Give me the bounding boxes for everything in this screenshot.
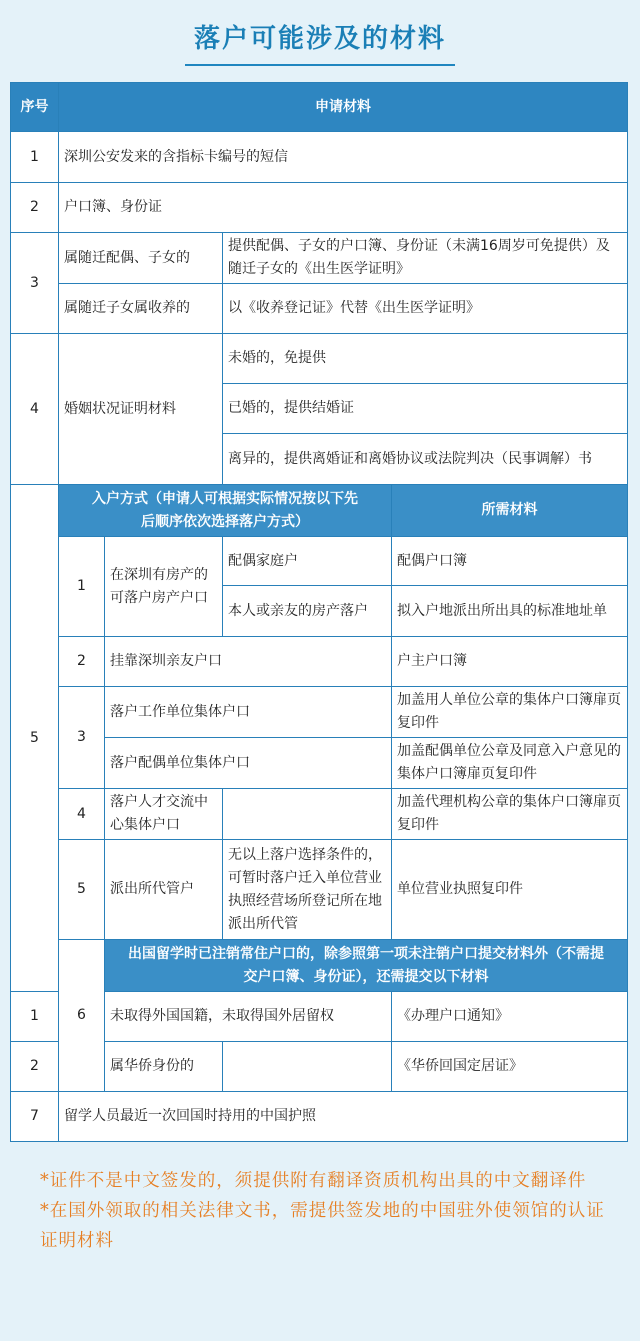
sub-number: 4	[59, 789, 105, 840]
table-row	[11, 1092, 628, 1142]
row-text: 留学人员最近一次回国时持用的中国护照	[59, 1092, 628, 1142]
row-text: 以《收养登记证》代替《出生医学证明》	[223, 284, 628, 334]
row-number: 1	[11, 132, 59, 183]
sub-label: 落户工作单位集体户口	[105, 687, 392, 738]
row-text: 未婚的，免提供	[223, 334, 628, 384]
sub-number: 2	[59, 637, 105, 687]
table-header-row	[11, 83, 628, 132]
table-row	[11, 537, 628, 586]
sub-condition: 无以上落户选择条件的，可暂时落户迁入单位营业执照经营场所登记所在地派出所代管	[223, 840, 392, 940]
table-row	[11, 637, 628, 687]
sub-material: 单位营业执照复印件	[392, 840, 628, 940]
row-number: 4	[11, 334, 59, 485]
sub-method: 配偶家庭户	[223, 537, 392, 586]
sub-label: 落户配偶单位集体户口	[105, 738, 392, 789]
table-row	[11, 183, 628, 233]
row-number: 2	[11, 183, 59, 233]
table-row	[11, 840, 628, 940]
table-row	[11, 334, 628, 384]
row-text: 离异的，提供离婚证和离婚协议或法院判决（民事调解）书	[223, 434, 628, 485]
method-header: 入户方式（申请人可根据实际情况按以下先后顺序依次选择落户方式）	[59, 485, 392, 537]
sub-number: 2	[11, 1042, 59, 1092]
sub-number: 3	[59, 687, 105, 789]
footnotes	[40, 1166, 620, 1256]
row-number: 3	[11, 233, 59, 334]
sub-number: 1	[59, 537, 105, 637]
sub-method: 本人或亲友的房产落户	[223, 586, 392, 637]
sub-number: 5	[59, 840, 105, 940]
row-text: 户口簿、身份证	[59, 183, 628, 233]
table-row	[11, 284, 628, 334]
sub-label: 挂靠深圳亲友户口	[105, 637, 392, 687]
empty-cell	[223, 789, 392, 840]
sub-label: 派出所代管户	[105, 840, 223, 940]
sub-material: 《华侨回国定居证》	[392, 1042, 628, 1092]
table-row	[11, 789, 628, 840]
header-seq: 序号	[11, 83, 59, 132]
row-label: 属随迁配偶、子女的	[59, 233, 223, 284]
sub-label: 落户人才交流中心集体户口	[105, 789, 223, 840]
materials-table	[10, 82, 628, 1142]
table-subheader-row	[11, 940, 628, 992]
row-number: 5	[11, 485, 59, 992]
row-label: 婚姻状况证明材料	[59, 334, 223, 485]
sub-material: 配偶户口簿	[392, 537, 628, 586]
sub-label: 在深圳有房产的可落户房产户口	[105, 537, 223, 637]
row-number: 6	[59, 940, 105, 1092]
sub-label: 未取得外国国籍，未取得国外居留权	[105, 992, 392, 1042]
sub-number: 1	[11, 992, 59, 1042]
sub-material: 加盖用人单位公章的集体户口簿扉页复印件	[392, 687, 628, 738]
overseas-header: 出国留学时已注销常住户口的，除参照第一项未注销户口提交材料外（不需提交户口簿、身份证），还需提交以下材料	[105, 940, 628, 992]
row-label: 属随迁子女属收养的	[59, 284, 223, 334]
empty-cell	[223, 1042, 392, 1092]
table-row	[11, 233, 628, 284]
table-subheader-row	[11, 485, 628, 537]
row-text: 已婚的，提供结婚证	[223, 384, 628, 434]
required-materials-header: 所需材料	[392, 485, 628, 537]
header-materials: 申请材料	[59, 83, 628, 132]
row-text: 深圳公安发来的含指标卡编号的短信	[59, 132, 628, 183]
table-row	[11, 132, 628, 183]
page-title: 落户可能涉及的材料	[193, 24, 446, 54]
footnote: *在国外领取的相关法律文书，需提供签发地的中国驻外使领馆的认证证明材料	[40, 1201, 605, 1251]
table-row	[11, 687, 628, 738]
footnote: *证件不是中文签发的，须提供附有翻译资质机构出具的中文翻译件	[40, 1171, 587, 1191]
sub-material: 户主户口簿	[392, 637, 628, 687]
sub-material: 《办理户口通知》	[392, 992, 628, 1042]
row-number: 7	[11, 1092, 59, 1142]
sub-material: 加盖配偶单位公章及同意入户意见的集体户口簿扉页复印件	[392, 738, 628, 789]
title-underline	[185, 64, 455, 66]
sub-material: 拟入户地派出所出具的标准地址单	[392, 586, 628, 637]
sub-label: 属华侨身份的	[105, 1042, 223, 1092]
row-text: 提供配偶、子女的户口簿、身份证（未满16周岁可免提供）及随迁子女的《出生医学证明》	[223, 233, 628, 284]
sub-material: 加盖代理机构公章的集体户口簿扉页复印件	[392, 789, 628, 840]
